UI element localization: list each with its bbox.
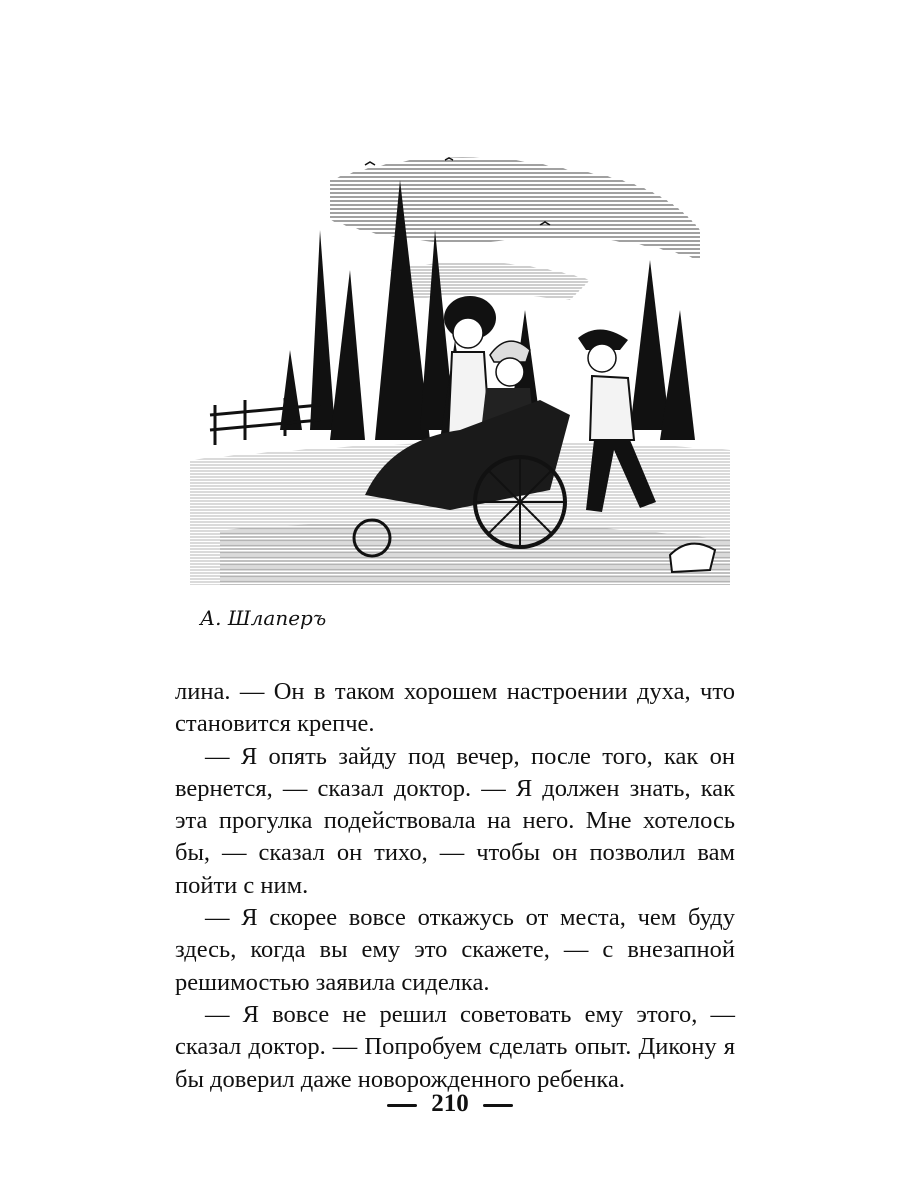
illustration [190,140,730,645]
paragraph: лина. — Он в таком хорошем настроении духа, что становится крепче. [175,678,735,738]
page-number-ornament-right [483,1104,513,1107]
page-number [0,1090,900,1118]
paragraph: — Я вовсе не решил советовать ему этого, — сказал доктор. — Попробуем сделать опыт. Дикону я бы доверил даже новорожденного ребенка. [175,1000,735,1093]
body-text [175,676,735,1096]
paragraph: — Я опять зайду под вечер, после того, как он вернется, — сказал доктор. — Я должен знать, как эта прогулка подействовала на него. Мне хотелось бы, — сказал он тихо, — чтобы он позволил вам пойти с ним. [175,742,735,899]
svg-text:А. Шлаперъ: А. Шлаперъ [200,606,327,630]
page-number-ornament-left [387,1104,417,1107]
paragraph: — Я скорее вовсе откажусь от места, чем буду здесь, когда вы ему это скажете, — с внезапной решимостью заявила сиделка. [175,904,735,996]
engraving-wheelchair-scene [190,140,730,645]
page-number-value: 210 [431,1090,469,1117]
